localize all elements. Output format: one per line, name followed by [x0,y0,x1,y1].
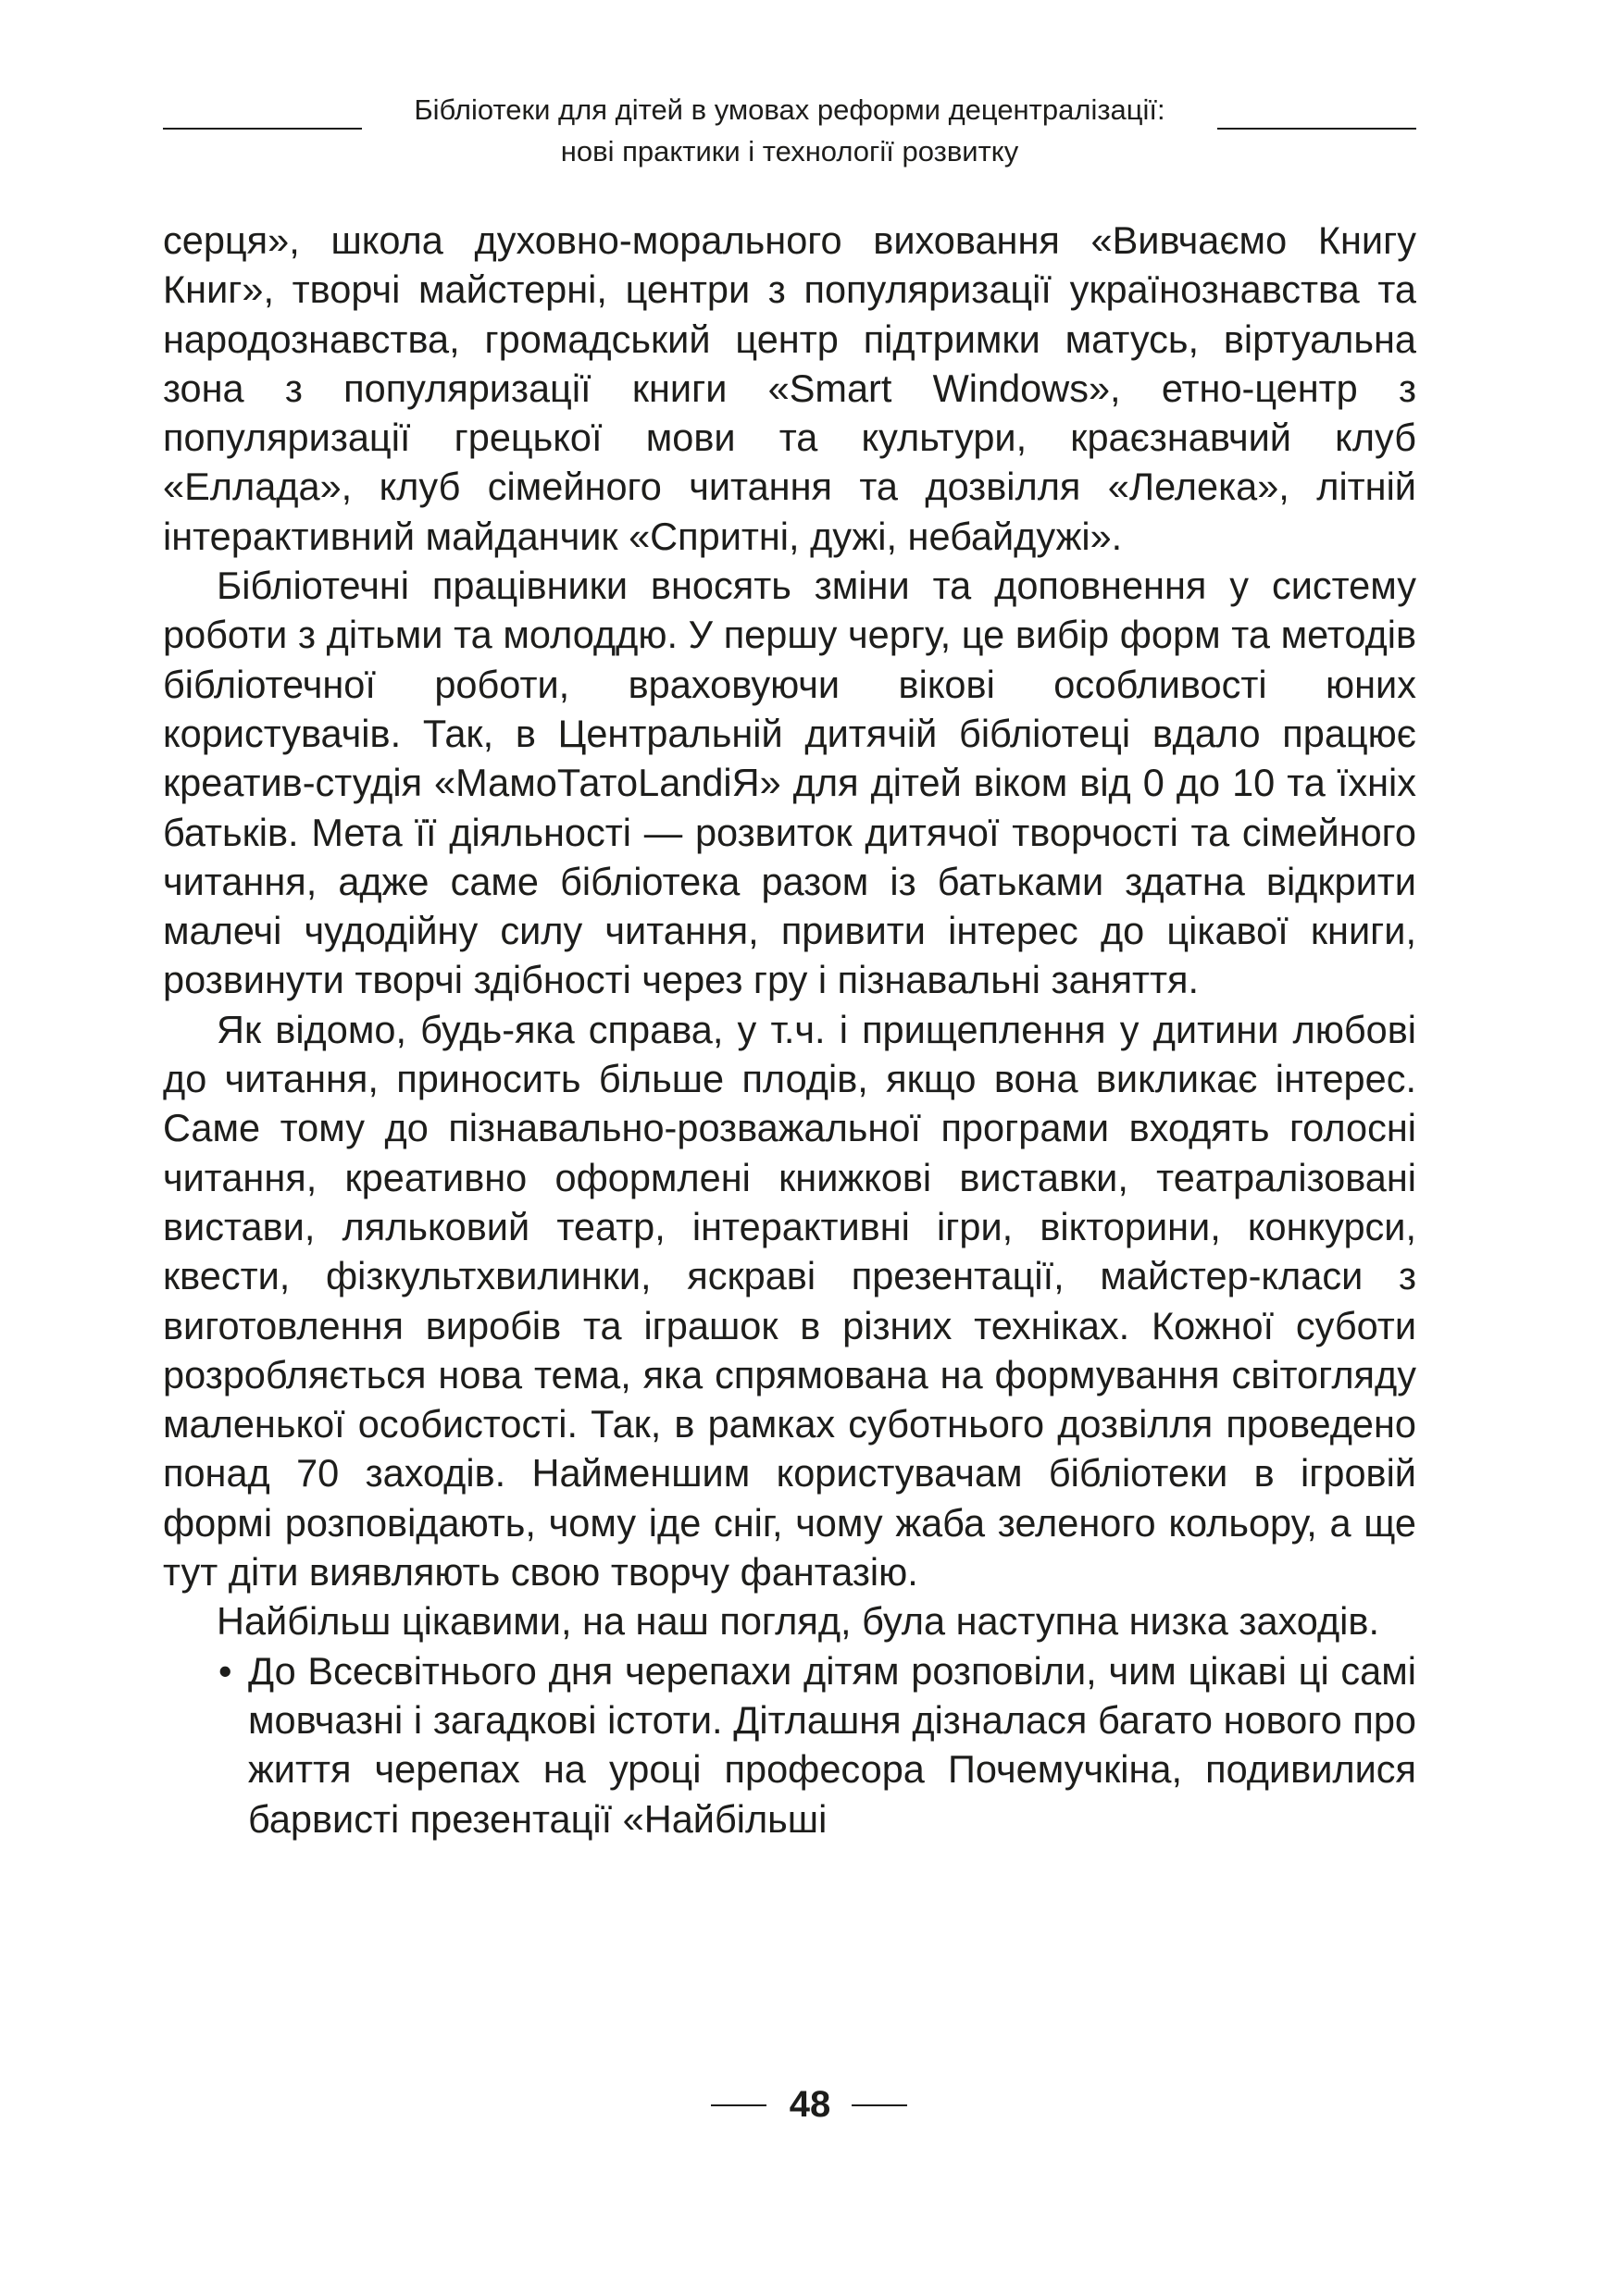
bullet-text: До Всесвітнього дня черепахи дітям розповіли, чим цікаві ці самі мовчазні і загадкові істоти. Дітлашня дізналася багато нового про життя черепах на уроці професора Почемучкіна, подивилися барвисті презентації «Найбільші [248,1648,1416,1841]
page-footer [0,2077,1619,2132]
header-title-line-1: Бібліотеки для дітей в умовах реформи децентралізації: [414,93,1165,126]
running-header [163,89,1416,172]
footer-rule-left [711,2104,766,2106]
paragraph: Найбільш цікавими, на наш погляд, була наступна низка заходів. [217,1599,1379,1644]
footer-rule-right [852,2104,907,2106]
page-number: 48 [789,2084,831,2125]
paragraph: Бібліотечні працівники вносять зміни та доповнення у систему роботи з дітьми та молоддю. У першу чергу, це вибір форм та методів бібліотечної роботи, враховуючи вікові особливості юних користувачів. Так, в Центральній дитячій бібліотеці вдало працює креатив-студія «МамоТатоLandiЯ» для дітей віком від 0 до 10 та їхніх батьків. Мета її діяльності — розвиток дитячої творчості та сімейного читання, адже саме бібліотека разом із батьками здатна відкрити малечі чудодійну силу читання, привити інтерес до цікавої книги, розвинути творчі здібності через гру і пізнавальні заняття. [163,564,1416,1002]
bullet-item [163,1646,1416,1843]
bullet-list [163,1646,1416,1843]
header-rule-right [1217,128,1416,130]
header-title [163,89,1416,172]
header-title-line-2: нові практики і технології розвитку [560,135,1019,168]
paragraph: Як відомо, будь-яка справа, у т.ч. і прищеплення у дитини любові до читання, приносить більше плодів, якщо вона викликає інтерес. Саме тому до пізнавально-розважальної програми входять голосні читання, креативно оформлені книжкові виставки, театралізовані вистави, ляльковий театр, інтерактивні ігри, вікторини, конкурси, квести, фізкультхвилинки, яскраві презентації, майстер-класи з виготовлення виробів та іграшок в різних техніках. Кожної суботи розробляється нова тема, яка спрямована на формування світогляду маленької особистості. Так, в рамках суботнього дозвілля проведено понад 70 заходів. Найменшим користувачам бібліотеки в ігровій формі розповідають, чому іде сніг, чому жаба зеленого кольору, а ще тут діти виявляють свою творчу фантазію. [163,1007,1416,1595]
paragraph-continuation: серця», школа духовно-морального виховання «Вивчаємо Книгу Книг», творчі майстерні, центри з популяризації українознавства та народознавства, громадський центр підтримки матусь, віртуальна зона з популяризації книги «Smart Windows», етно-центр з популяризації грецької мови та культури, краєзнавчий клуб «Еллада», клуб сімейного читання та дозвілля «Лелека», літній інтерактивний майданчик «Спритні, дужі, небайдужі». [163,218,1416,558]
main-text [163,216,1416,1843]
bullet-marker: • [218,1648,232,1693]
